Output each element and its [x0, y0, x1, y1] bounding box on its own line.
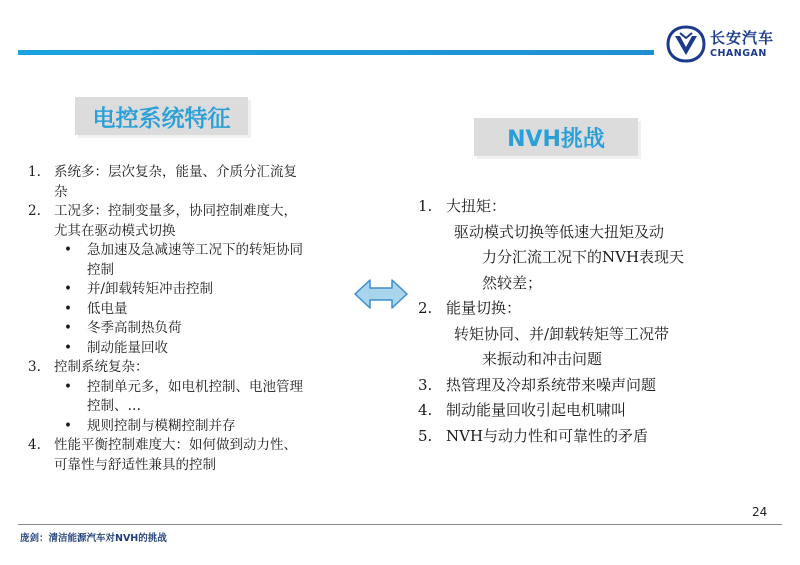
item-text-line: 性能平衡控制难度大：如何做到动力性、: [54, 437, 297, 453]
double-arrow-icon: [353, 277, 409, 311]
electronic-control-features-list: [28, 163, 358, 475]
bullet-icon: •: [64, 378, 72, 395]
item-number: 3.: [418, 375, 433, 394]
list-item: [418, 424, 738, 450]
left-panel-title: 电控系统特征: [75, 97, 248, 135]
item-label: NVH与动力性和可靠性的矛盾: [446, 426, 649, 445]
sub-list-item: [28, 378, 358, 417]
item-text-line: 可靠性与舒适性兼具的控制: [54, 456, 216, 473]
brand-name-cn: 长安汽车: [710, 29, 775, 47]
sub-text-line: 急加速及急减速等工况下的转矩协同: [87, 242, 303, 258]
item-number: 2.: [418, 299, 433, 317]
list-item: [418, 194, 738, 220]
item-number: 2.: [28, 203, 41, 219]
sub-text-line: 控制单元多，如电机控制、电池管理: [87, 378, 303, 395]
brand-name-en: CHANGAN: [710, 48, 767, 59]
sub-list-item: [28, 241, 358, 280]
item-label: 大扭矩：: [446, 197, 507, 215]
sub-list-item: [28, 300, 358, 320]
item-label: 制动能量回收引起电机啸叫: [446, 401, 627, 419]
item-text-line: 系统多：层次复杂，能量、介质分汇流复: [54, 164, 297, 180]
item-text-line: 杂: [54, 183, 68, 200]
item-number: 1.: [418, 197, 433, 215]
item-text-line: 控制系统复杂：: [54, 359, 149, 375]
bullet-icon: •: [64, 300, 72, 317]
sub-list-item: [28, 417, 358, 437]
bullet-icon: •: [64, 339, 72, 356]
header-accent-bar: [18, 50, 654, 55]
list-item: [28, 202, 358, 241]
sub-list-item: [28, 319, 358, 339]
bullet-icon: •: [64, 242, 72, 258]
item-text-line: 工况多：控制变量多，协同控制难度大，: [54, 203, 297, 219]
list-item: [418, 373, 738, 399]
footer-caption: 庞剑：清洁能源汽车对NVH的挑战: [20, 533, 167, 544]
item-detail: [418, 220, 738, 297]
sub-text-line: 并/卸载转矩冲击控制: [87, 281, 214, 297]
item-detail: [418, 322, 738, 373]
item-label: 能量切换：: [446, 299, 522, 317]
item-number: 3.: [28, 359, 41, 375]
sub-text-line: 控制、…: [87, 398, 141, 414]
detail-line: 转矩协同、并/卸载转矩等工况带: [454, 324, 670, 343]
list-item: [28, 358, 358, 378]
sub-text-line: 控制: [87, 261, 114, 278]
list-item: [418, 398, 738, 424]
brand-logo: [666, 23, 784, 67]
item-number: 5.: [418, 426, 433, 445]
list-item: [28, 163, 358, 202]
sub-list-item: [28, 280, 358, 300]
list-item: [28, 436, 358, 475]
bullet-icon: •: [64, 281, 72, 297]
sub-text-line: 冬季高制热负荷: [87, 320, 182, 336]
item-number: 4.: [28, 437, 41, 453]
detail-line: 来振动和冲击问题: [482, 350, 603, 368]
item-number: 1.: [28, 164, 41, 180]
changan-emblem-icon: [666, 25, 706, 63]
sub-list-item: [28, 339, 358, 359]
bullet-icon: •: [64, 320, 72, 336]
item-text-line: 尤其在驱动模式切换: [54, 222, 176, 239]
list-item: [418, 296, 738, 322]
nvh-challenges-list: [418, 194, 738, 449]
footer-divider: [18, 524, 782, 525]
sub-text-line: 规则控制与模糊控制并存: [87, 417, 236, 434]
sub-text-line: 制动能量回收: [87, 339, 168, 356]
sub-text-line: 低电量: [87, 300, 128, 317]
bullet-icon: •: [64, 417, 72, 434]
detail-line: 驱动模式切换等低速大扭矩及动: [454, 222, 665, 241]
right-panel-title: NVH挑战: [474, 118, 638, 156]
page-number: 24: [752, 505, 768, 519]
item-label: 热管理及冷却系统带来噪声问题: [446, 375, 657, 394]
item-number: 4.: [418, 401, 433, 419]
detail-line: 力分汇流工况下的NVH表现天: [482, 248, 685, 266]
detail-line: 然较差；: [482, 273, 543, 292]
